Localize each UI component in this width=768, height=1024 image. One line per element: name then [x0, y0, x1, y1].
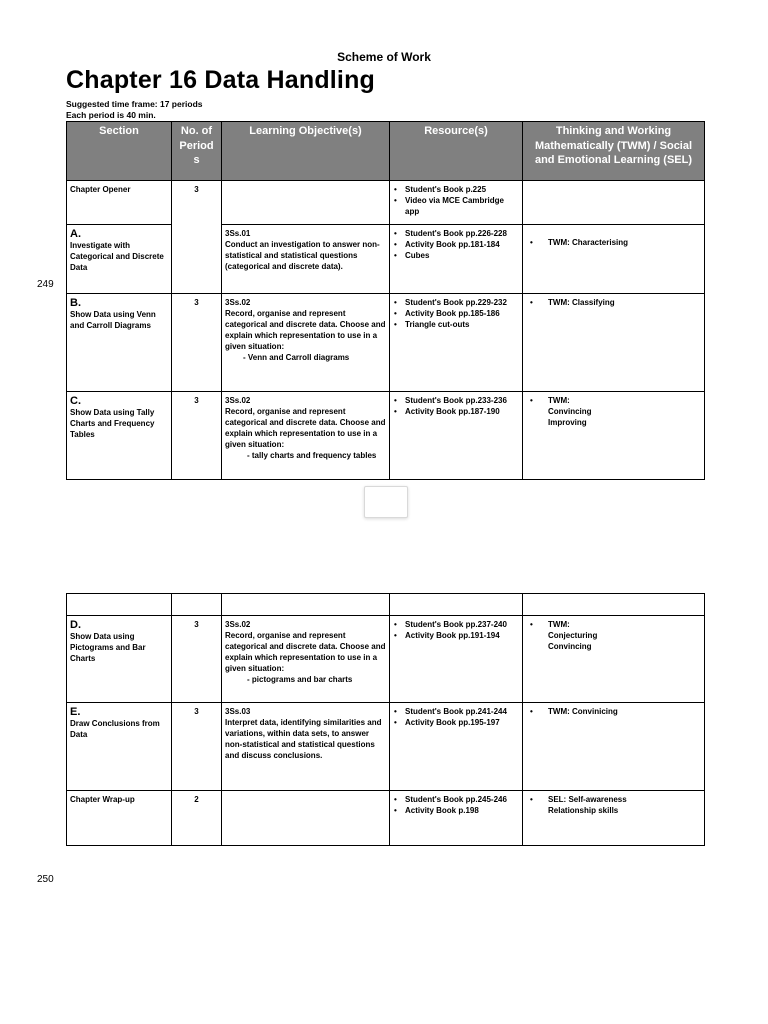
- section-name: Draw Conclusions from Data: [70, 719, 160, 739]
- section-cell: [67, 181, 172, 225]
- section-cell: [67, 294, 172, 392]
- twm-item: • TWM: Characterising: [548, 237, 701, 248]
- twm-cell: [523, 616, 705, 703]
- table-row: [67, 294, 705, 392]
- twm-item: • TWM: Classifying: [548, 297, 701, 308]
- twm-cell: [523, 294, 705, 392]
- table-row: [67, 616, 705, 703]
- scheme-table-page-249: [66, 121, 705, 480]
- resources-cell: [390, 703, 523, 791]
- resource-item: • Activity Book pp.185-186: [405, 308, 519, 319]
- resources-cell: [390, 791, 523, 846]
- header-objectives: Learning Objective(s): [222, 122, 390, 181]
- twm-cell: [523, 703, 705, 791]
- objective-cell: [222, 294, 390, 392]
- periods-cell: 3: [172, 181, 222, 294]
- objective-cell: [222, 225, 390, 294]
- resource-item: • Cubes: [405, 250, 519, 261]
- objective-text: Record, organise and represent categorical and discrete data. Choose and explain which representation to use in a given situation:: [225, 407, 386, 449]
- objective-code: 3Ss.02: [225, 396, 251, 405]
- section-cell: [67, 791, 172, 846]
- section-name: Investigate with Categorical and Discrete Data: [70, 241, 164, 272]
- resource-item: • Student's Book pp.237-240: [405, 619, 519, 630]
- resources-cell: [390, 181, 523, 225]
- objective-text: Conduct an investigation to answer non-statistical and statistical questions (categorical and discrete data).: [225, 240, 380, 271]
- table-row: [67, 181, 705, 225]
- objective-text: Interpret data, identifying similarities and variations, within data sets, to answer non-statistical and statistical questions and discuss conclusions.: [225, 718, 382, 760]
- table-row: [67, 392, 705, 480]
- objective-subitem: - Venn and Carroll diagrams: [243, 352, 386, 363]
- twm-cell: [523, 181, 705, 225]
- periods-cell: 2: [172, 791, 222, 846]
- resource-item: • Video via MCE Cambridge app: [405, 195, 519, 217]
- section-name: Show Data using Pictograms and Bar Charts: [70, 632, 146, 663]
- scheme-table-page-250: [66, 593, 705, 846]
- section-cell: [67, 703, 172, 791]
- periods-cell: 3: [172, 392, 222, 480]
- section-letter: B.: [70, 297, 81, 309]
- resource-item: • Student's Book pp.229-232: [405, 297, 519, 308]
- twm-cell: [523, 791, 705, 846]
- objective-code: 3Ss.03: [225, 707, 251, 716]
- blank-cell: [523, 594, 705, 616]
- header-periods: No. of Period s: [172, 122, 222, 181]
- objective-text: Record, organise and represent categorical and discrete data. Choose and explain which representation to use in a given situation:: [225, 631, 386, 673]
- twm-item: • TWM: Convinicing: [548, 706, 618, 717]
- table-row: [67, 703, 705, 791]
- section-cell: [67, 616, 172, 703]
- time-frame: Suggested time frame: 17 periods: [66, 99, 203, 109]
- objective-subitem: - pictograms and bar charts: [247, 674, 386, 685]
- period-length: Each period is 40 min.: [66, 110, 156, 120]
- section-letter: D.: [70, 619, 81, 631]
- blank-cell: [172, 594, 222, 616]
- resources-cell: [390, 225, 523, 294]
- section-name: Show Data using Venn and Carroll Diagrams: [70, 310, 156, 330]
- header-section: Section: [67, 122, 172, 181]
- section-letter: A.: [70, 228, 81, 240]
- resource-item: • Student's Book pp.233-236: [405, 395, 519, 406]
- periods-cell: 3: [172, 703, 222, 791]
- twm-item: • SEL: Self-awareness Relationship skills: [548, 794, 648, 816]
- resources-cell: [390, 392, 523, 480]
- header-resources: Resource(s): [390, 122, 523, 181]
- section-cell: [67, 225, 172, 294]
- objective-cell: [222, 703, 390, 791]
- section-letter: C.: [70, 395, 81, 407]
- page-number: 249: [37, 279, 54, 290]
- resource-item: • Student's Book pp.226-228: [405, 228, 519, 239]
- objective-cell: [222, 392, 390, 480]
- twm-item: • TWM: Conjecturing Convincing: [548, 619, 618, 652]
- objective-cell: [222, 791, 390, 846]
- resource-item: • Student's Book p.225: [405, 184, 519, 195]
- table-blank-row: [67, 594, 705, 616]
- resource-item: • Student's Book pp.245-246: [405, 794, 519, 805]
- resource-item: • Activity Book pp.181-184: [405, 239, 519, 250]
- header-twm-sel: Thinking and Working Mathematically (TWM) / Social and Emotional Learning (SEL): [523, 122, 705, 181]
- blank-cell: [390, 594, 523, 616]
- section-letter: E.: [70, 706, 81, 718]
- table-header-row: [67, 122, 705, 181]
- objective-code: 3Ss.02: [225, 298, 251, 307]
- blank-cell: [222, 594, 390, 616]
- resource-item: • Activity Book pp.187-190: [405, 406, 519, 417]
- blank-cell: [67, 594, 172, 616]
- section-name: Chapter Wrap-up: [70, 795, 135, 804]
- periods-cell: 3: [172, 294, 222, 392]
- chapter-title: Chapter 16 Data Handling: [66, 66, 376, 94]
- section-cell: [67, 392, 172, 480]
- resource-item: • Activity Book p.198: [405, 805, 519, 816]
- page-break-marker: [364, 486, 408, 518]
- resource-item: • Student's Book pp.241-244: [405, 706, 519, 717]
- objective-code: 3Ss.01: [225, 229, 251, 238]
- objective-cell: [222, 616, 390, 703]
- twm-cell: [523, 225, 705, 294]
- table-row: [67, 791, 705, 846]
- resource-item: • Triangle cut-outs: [405, 319, 519, 330]
- resource-item: • Activity Book pp.191-194: [405, 630, 519, 641]
- scheme-title: Scheme of Work: [337, 50, 431, 64]
- resources-cell: [390, 616, 523, 703]
- table-row: [67, 225, 705, 294]
- objective-cell: [222, 181, 390, 225]
- section-name: Show Data using Tally Charts and Frequency Tables: [70, 408, 155, 439]
- twm-cell: [523, 392, 705, 480]
- objective-code: 3Ss.02: [225, 620, 251, 629]
- periods-cell: 3: [172, 616, 222, 703]
- page-number: 250: [37, 874, 54, 885]
- section-name: Chapter Opener: [70, 185, 131, 194]
- resource-item: • Activity Book pp.195-197: [405, 717, 519, 728]
- resources-cell: [390, 294, 523, 392]
- objective-text: Record, organise and represent categorical and discrete data. Choose and explain which representation to use in a given situation:: [225, 309, 386, 351]
- twm-item: • TWM: Convincing Improving: [548, 395, 608, 428]
- objective-subitem: - tally charts and frequency tables: [247, 450, 386, 461]
